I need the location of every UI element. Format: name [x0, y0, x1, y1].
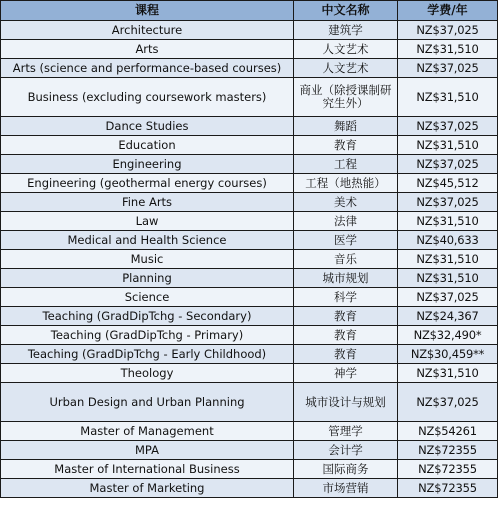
table-row — [1, 231, 498, 250]
table-row — [1, 250, 498, 269]
chinese-name-cell: 法律 — [294, 212, 398, 231]
fee-cell: NZ$37,025 — [398, 383, 498, 422]
table-row — [1, 422, 498, 441]
fee-cell: NZ$37,025 — [398, 155, 498, 174]
table-row — [1, 364, 498, 383]
fee-cell: NZ$31,510 — [398, 78, 498, 117]
fee-cell: NZ$45,512 — [398, 174, 498, 193]
course-cell: MPA — [1, 441, 294, 460]
table-row — [1, 345, 498, 364]
chinese-name-cell: 工程（地热能） — [294, 174, 398, 193]
table-row — [1, 383, 498, 422]
fee-cell: NZ$37,025 — [398, 59, 498, 78]
fee-cell: NZ$40,633 — [398, 231, 498, 250]
chinese-name-cell: 教育 — [294, 307, 398, 326]
fee-cell: NZ$37,025 — [398, 193, 498, 212]
header-row — [1, 1, 498, 21]
fee-cell: NZ$32,490* — [398, 326, 498, 345]
table-row — [1, 193, 498, 212]
course-cell: Teaching (GradDipTchg - Early Childhood) — [1, 345, 294, 364]
chinese-name-cell: 教育 — [294, 345, 398, 364]
course-cell: Arts (science and performance-based courses) — [1, 59, 294, 78]
chinese-name-cell: 医学 — [294, 231, 398, 250]
table-row — [1, 21, 498, 40]
fee-cell: NZ$72355 — [398, 479, 498, 498]
chinese-name-cell: 教育 — [294, 136, 398, 155]
chinese-name-cell: 城市规划 — [294, 269, 398, 288]
chinese-name-cell: 工程 — [294, 155, 398, 174]
header-fee: 学费/年 — [398, 1, 498, 21]
chinese-name-cell: 城市设计与规划 — [294, 383, 398, 422]
chinese-name-cell: 会计学 — [294, 441, 398, 460]
course-cell: Business (excluding coursework masters) — [1, 78, 294, 117]
table-row — [1, 479, 498, 498]
course-cell: Urban Design and Urban Planning — [1, 383, 294, 422]
table-row — [1, 136, 498, 155]
course-cell: Teaching (GradDipTchg - Primary) — [1, 326, 294, 345]
course-cell: Science — [1, 288, 294, 307]
course-cell: Law — [1, 212, 294, 231]
course-cell: Architecture — [1, 21, 294, 40]
chinese-name-cell: 管理学 — [294, 422, 398, 441]
fee-cell: NZ$31,510 — [398, 136, 498, 155]
course-cell: Education — [1, 136, 294, 155]
fee-cell: NZ$72355 — [398, 441, 498, 460]
fee-cell: NZ$31,510 — [398, 212, 498, 231]
fee-cell: NZ$37,025 — [398, 288, 498, 307]
course-cell: Master of International Business — [1, 460, 294, 479]
course-cell: Engineering — [1, 155, 294, 174]
fee-cell: NZ$54261 — [398, 422, 498, 441]
table-row — [1, 269, 498, 288]
table-row — [1, 212, 498, 231]
table-row — [1, 155, 498, 174]
chinese-name-cell: 国际商务 — [294, 460, 398, 479]
chinese-name-cell: 人文艺术 — [294, 59, 398, 78]
course-cell: Fine Arts — [1, 193, 294, 212]
chinese-name-cell: 音乐 — [294, 250, 398, 269]
header-chinese-name: 中文名称 — [294, 1, 398, 21]
chinese-name-cell: 市场营销 — [294, 479, 398, 498]
fee-cell: NZ$31,510 — [398, 250, 498, 269]
table-row — [1, 117, 498, 136]
chinese-name-cell: 舞蹈 — [294, 117, 398, 136]
course-cell: Arts — [1, 40, 294, 59]
course-cell: Teaching (GradDipTchg - Secondary) — [1, 307, 294, 326]
chinese-name-cell: 人文艺术 — [294, 40, 398, 59]
fee-cell: NZ$30,459** — [398, 345, 498, 364]
table-row — [1, 174, 498, 193]
chinese-name-cell: 美术 — [294, 193, 398, 212]
table-row — [1, 460, 498, 479]
fee-cell: NZ$31,510 — [398, 364, 498, 383]
course-cell: Theology — [1, 364, 294, 383]
chinese-name-cell: 科学 — [294, 288, 398, 307]
table-row — [1, 78, 498, 117]
chinese-name-cell: 教育 — [294, 326, 398, 345]
fee-cell: NZ$37,025 — [398, 117, 498, 136]
course-cell: Master of Marketing — [1, 479, 294, 498]
fee-cell: NZ$37,025 — [398, 21, 498, 40]
table-row — [1, 288, 498, 307]
fee-cell: NZ$24,367 — [398, 307, 498, 326]
course-cell: Planning — [1, 269, 294, 288]
chinese-name-cell: 建筑学 — [294, 21, 398, 40]
course-cell: Medical and Health Science — [1, 231, 294, 250]
fee-cell: NZ$31,510 — [398, 269, 498, 288]
header-course: 课程 — [1, 1, 294, 21]
course-cell: Music — [1, 250, 294, 269]
fee-cell: NZ$31,510 — [398, 40, 498, 59]
table-row — [1, 59, 498, 78]
table-body — [1, 21, 498, 498]
table-row — [1, 326, 498, 345]
table-row — [1, 40, 498, 59]
course-cell: Master of Management — [1, 422, 294, 441]
table-row — [1, 307, 498, 326]
course-cell: Engineering (geothermal energy courses) — [1, 174, 294, 193]
fee-cell: NZ$72355 — [398, 460, 498, 479]
table-row — [1, 441, 498, 460]
course-cell: Dance Studies — [1, 117, 294, 136]
chinese-name-cell: 商业（除授课制研究生外） — [294, 78, 398, 117]
chinese-name-cell: 神学 — [294, 364, 398, 383]
